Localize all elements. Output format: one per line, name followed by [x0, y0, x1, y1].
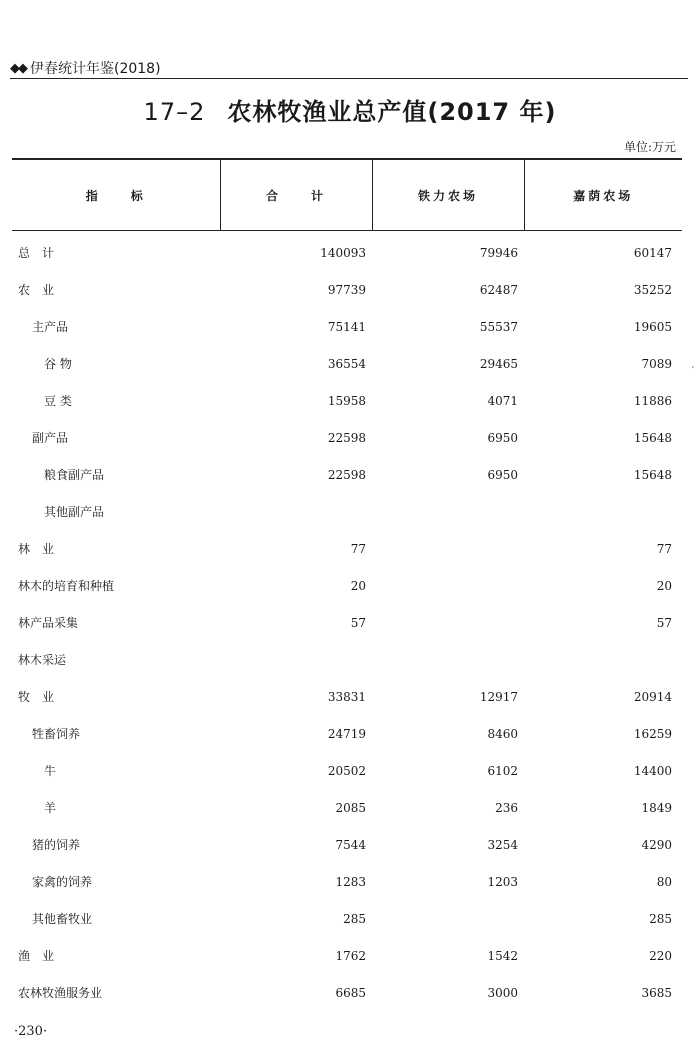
cell-tieli-farm: 6950 [487, 467, 518, 482]
cell-jiayin-farm: 4290 [641, 837, 672, 852]
cell-tieli-farm: 3254 [487, 837, 518, 852]
row-label: 羊 [44, 801, 57, 815]
table-row [12, 604, 682, 641]
cell-jiayin-farm: 16259 [633, 726, 672, 741]
row-label: 渔 业 [18, 949, 55, 963]
cell-tieli-farm [372, 641, 524, 678]
cell-total [220, 641, 372, 678]
cell-tieli-farm: 6950 [487, 430, 518, 445]
cell-tieli-farm: 1203 [487, 874, 518, 889]
row-label: 林木采运 [18, 653, 67, 667]
table-row [12, 382, 682, 419]
table-header-row [12, 159, 682, 231]
cell-tieli-farm: 4071 [487, 393, 518, 408]
cell-total: 97739 [327, 282, 366, 297]
row-label: 总 计 [18, 246, 55, 260]
cell-jiayin-farm: 57 [656, 615, 672, 630]
cell-total: 2085 [335, 800, 366, 815]
cell-tieli-farm: 6102 [487, 763, 518, 778]
cell-tieli-farm: 12917 [479, 689, 518, 704]
row-label: 谷 物 [44, 357, 72, 371]
table-row [12, 530, 682, 567]
table-row [12, 231, 682, 272]
table-row [12, 345, 682, 382]
cell-tieli-farm: 62487 [479, 282, 518, 297]
cell-tieli-farm: 1542 [487, 948, 518, 963]
cell-tieli-farm [372, 900, 524, 937]
running-head [10, 58, 161, 78]
table-row [12, 789, 682, 826]
row-label: 林木的培育和种植 [18, 579, 115, 593]
cell-jiayin-farm: 19605 [633, 319, 672, 334]
row-label: 牲畜饲养 [32, 727, 81, 741]
cell-jiayin-farm: 3685 [641, 985, 672, 1000]
table-row [12, 900, 682, 937]
cell-total: 33831 [327, 689, 366, 704]
row-label: 牧 业 [18, 690, 55, 704]
cell-jiayin-farm: 77 [656, 541, 672, 556]
cell-total: 6685 [335, 985, 366, 1000]
cell-total: 1762 [335, 948, 366, 963]
row-label: 牛 [44, 764, 57, 778]
cell-jiayin-farm: 20 [656, 578, 672, 593]
row-label: 副产品 [32, 431, 69, 445]
cell-jiayin-farm: 285 [649, 911, 672, 926]
cell-jiayin-farm: 20914 [633, 689, 672, 704]
running-head-text: 伊春统计年鉴(2018) [30, 61, 161, 77]
cell-tieli-farm: 3000 [487, 985, 518, 1000]
table-row [12, 974, 682, 1011]
row-label: 豆 类 [44, 394, 72, 408]
cell-jiayin-farm: 15648 [633, 467, 672, 482]
cell-total: 7544 [335, 837, 366, 852]
cell-tieli-farm: 236 [495, 800, 518, 815]
cell-tieli-farm [372, 493, 524, 530]
cell-tieli-farm: 8460 [487, 726, 518, 741]
cell-total: 140093 [320, 245, 366, 260]
row-label: 林 业 [18, 542, 55, 556]
table-row [12, 641, 682, 678]
stray-mark: ′ [691, 366, 694, 377]
cell-tieli-farm: 55537 [479, 319, 518, 334]
cell-total: 285 [343, 911, 366, 926]
cell-total: 77 [350, 541, 366, 556]
cell-total: 15958 [327, 393, 366, 408]
row-label: 农 业 [18, 283, 55, 297]
cell-jiayin-farm: 220 [649, 948, 672, 963]
cell-jiayin-farm: 80 [656, 874, 672, 889]
cell-total: 24719 [327, 726, 366, 741]
table-row [12, 715, 682, 752]
page-number: ·230· [14, 1024, 48, 1039]
cell-jiayin-farm: 1849 [641, 800, 672, 815]
cell-jiayin-farm: 15648 [633, 430, 672, 445]
table-row [12, 419, 682, 456]
table-row [12, 863, 682, 900]
cell-jiayin-farm: 35252 [633, 282, 672, 297]
table-body [12, 231, 682, 1012]
cell-tieli-farm: 29465 [479, 356, 518, 371]
column-header-indicator: 指 标 [12, 159, 220, 231]
row-label: 其他畜牧业 [32, 912, 93, 926]
cell-total: 57 [350, 615, 366, 630]
cell-jiayin-farm [524, 493, 682, 530]
cell-tieli-farm [372, 567, 524, 604]
cell-total: 22598 [327, 467, 366, 482]
table-row [12, 271, 682, 308]
cell-total: 22598 [327, 430, 366, 445]
cell-tieli-farm: 79946 [479, 245, 518, 260]
data-table [12, 158, 682, 1011]
row-label: 其他副产品 [44, 505, 105, 519]
row-label: 主产品 [32, 320, 69, 334]
row-label: 家禽的饲养 [32, 875, 93, 889]
column-header-total: 合 计 [220, 159, 372, 231]
row-label: 猪的饲养 [32, 838, 81, 852]
cell-total [220, 493, 372, 530]
cell-tieli-farm [372, 604, 524, 641]
cell-jiayin-farm: 7089 [641, 356, 672, 371]
column-header-jiayin-farm: 嘉荫农场 [524, 159, 682, 231]
table-row [12, 826, 682, 863]
cell-tieli-farm [372, 530, 524, 567]
table-number: 17–2 [143, 98, 206, 126]
cell-total: 75141 [327, 319, 366, 334]
table-row [12, 308, 682, 345]
table-row [12, 493, 682, 530]
row-label: 粮食副产品 [44, 468, 105, 482]
row-label: 林产品采集 [18, 616, 79, 630]
cell-jiayin-farm [524, 641, 682, 678]
table-row [12, 752, 682, 789]
header-divider [10, 78, 688, 79]
data-table-container [12, 158, 682, 1011]
cell-total: 20 [350, 578, 366, 593]
table-title: 农林牧渔业总产值(2017 年) [227, 98, 557, 126]
row-label: 农林牧渔服务业 [18, 986, 103, 1000]
table-row [12, 456, 682, 493]
cell-total: 1283 [335, 874, 366, 889]
table-row [12, 678, 682, 715]
unit-label: 单位:万元 [623, 140, 676, 154]
diamond-icon: ◆◆ [10, 60, 26, 76]
table-row [12, 937, 682, 974]
table-row [12, 567, 682, 604]
cell-total: 36554 [327, 356, 366, 371]
cell-total: 20502 [327, 763, 366, 778]
column-header-tieli-farm: 铁力农场 [372, 159, 524, 231]
cell-jiayin-farm: 14400 [633, 763, 672, 778]
cell-jiayin-farm: 60147 [633, 245, 672, 260]
cell-jiayin-farm: 11886 [633, 393, 672, 408]
page-title [0, 92, 700, 127]
